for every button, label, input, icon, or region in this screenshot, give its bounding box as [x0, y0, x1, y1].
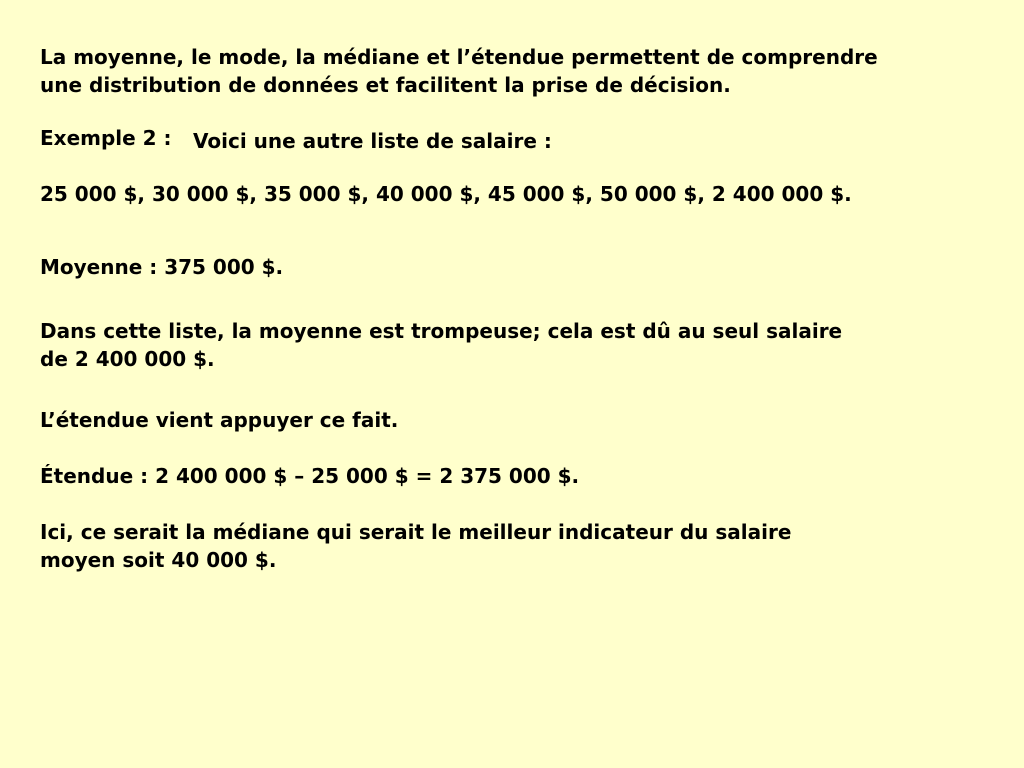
range-calculation: Étendue : 2 400 000 $ – 25 000 $ = 2 375 000 $. [40, 464, 580, 488]
median-text-line-2: moyen soit 40 000 $. [40, 548, 277, 572]
salary-list: 25 000 $, 30 000 $, 35 000 $, 40 000 $, 45 000 $, 50 000 $, 2 400 000 $. [40, 182, 852, 206]
example-description: Voici une autre liste de salaire : [193, 129, 552, 153]
misleading-mean-text-line-2: de 2 400 000 $. [40, 347, 215, 371]
range-support-text: L’étendue vient appuyer ce fait. [40, 408, 399, 432]
median-text-line-1: Ici, ce serait la médiane qui serait le meilleur indicateur du salaire [40, 520, 792, 544]
intro-text-line-2: une distribution de données et facilitent la prise de décision. [40, 73, 731, 97]
example-label: Exemple 2 : [40, 126, 172, 150]
intro-text-line-1: La moyenne, le mode, la médiane et l’étendue permettent de comprendre [40, 45, 878, 69]
misleading-mean-text-line-1: Dans cette liste, la moyenne est trompeuse; cela est dû au seul salaire [40, 319, 843, 343]
mean-value: Moyenne : 375 000 $. [40, 255, 284, 279]
